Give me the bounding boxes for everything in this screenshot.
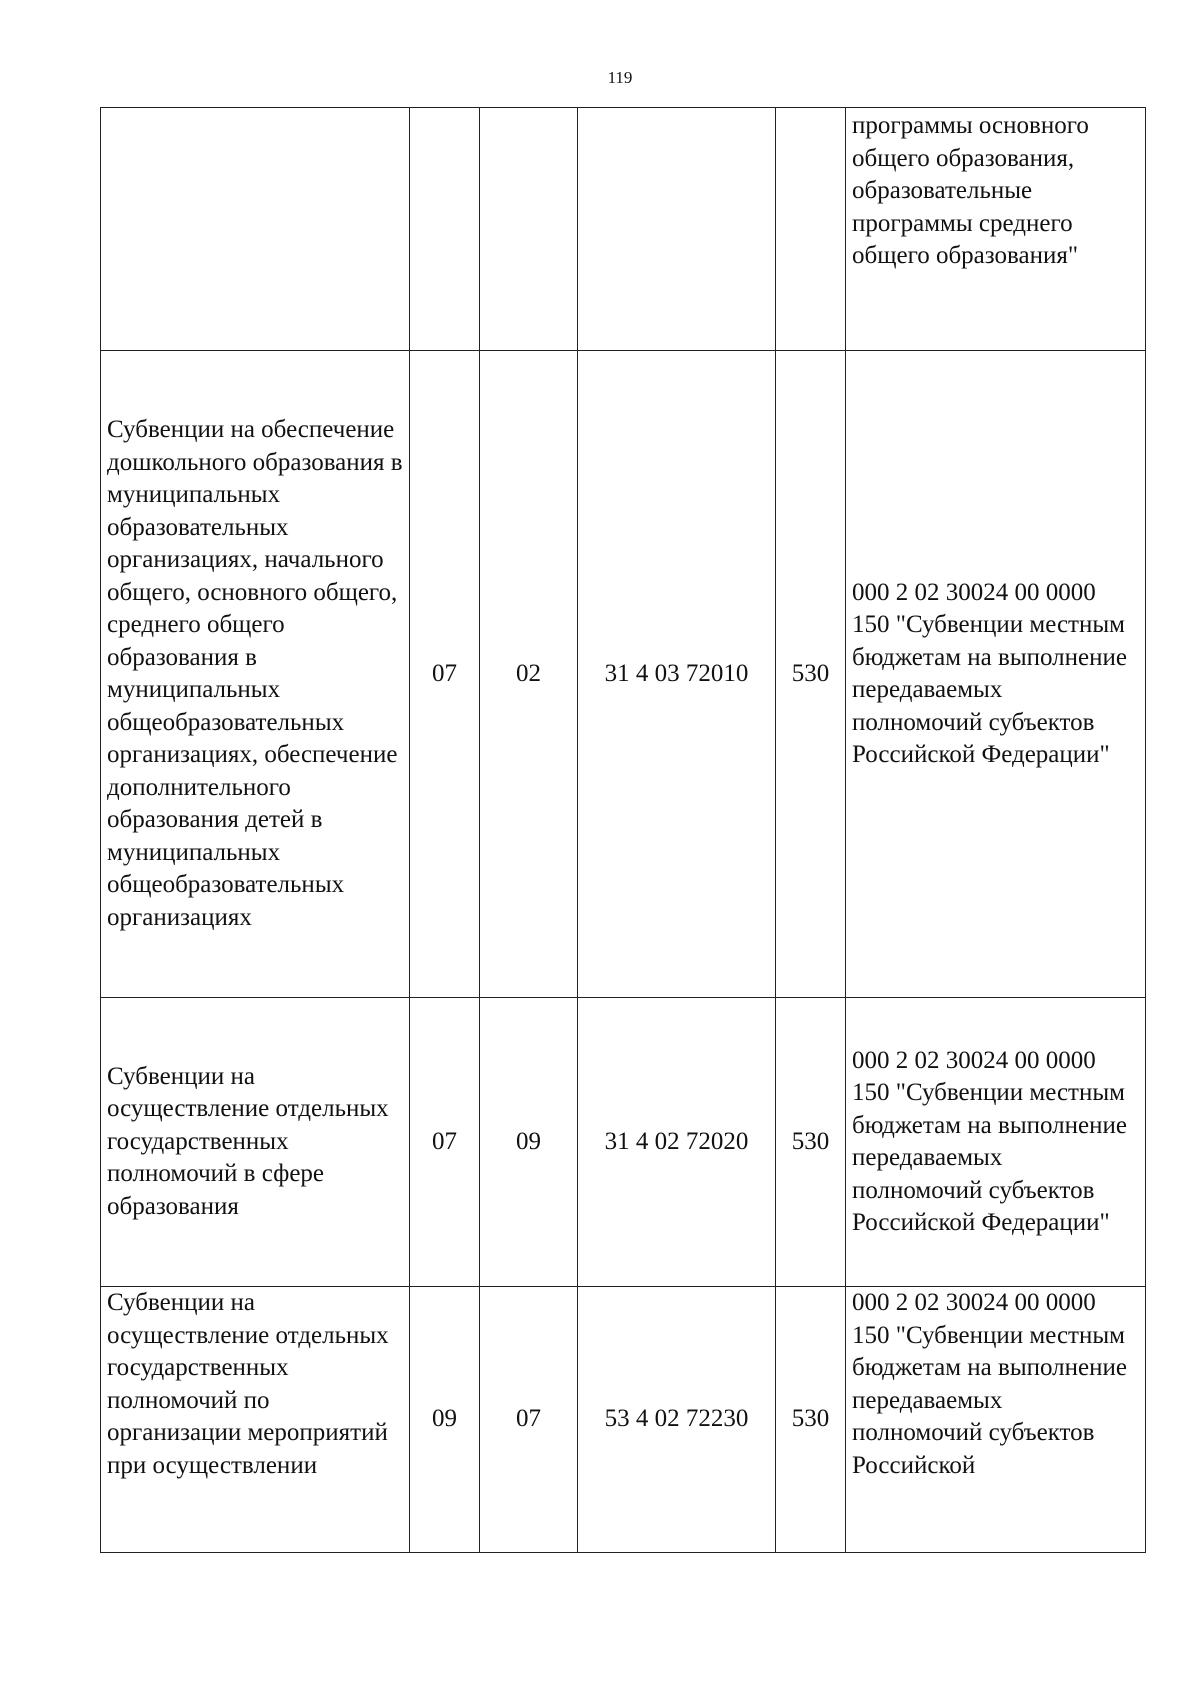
page-number: 119 [607, 68, 633, 87]
target-code-cell [578, 108, 776, 351]
revenue-code-cell [846, 1287, 1146, 1553]
table-row [101, 351, 1146, 998]
section-cell: 07 [410, 998, 480, 1287]
row-name-cell: Субвенции на осуществление отдельных государственных полномочий в сфере образования [101, 998, 410, 1287]
row-name-text: Субвенции на осуществление отдельных государственных полномочий по организации мероприятий при осуществлении [107, 1289, 389, 1479]
row-name-cell [101, 108, 410, 351]
budget-table [100, 107, 1146, 1553]
row-name-cell: Субвенции на обеспечение дошкольного образования в муниципальных образовательных организациях, начального общего, основного общего, среднего общего образования в муниципальных общеобразовательных организациях, обеспечение дополнительного образования детей в муниципальных общеобразовательных организациях [101, 351, 410, 998]
section-cell [410, 108, 480, 351]
expense-type-cell: 530 [776, 1287, 846, 1553]
subsection-cell [480, 108, 578, 351]
table-row [101, 108, 1146, 351]
row-name-cell [101, 1287, 410, 1553]
target-code-cell: 53 4 02 72230 [578, 1287, 776, 1553]
revenue-code-text: 000 2 02 30024 00 0000 150 "Субвенции местным бюджетам на выполнение передаваемых полномочий субъектов Российской [852, 1289, 1127, 1479]
section-cell: 09 [410, 1287, 480, 1553]
revenue-code-cell: программы основного общего образования, образовательные программы среднего общего образования" [846, 108, 1146, 351]
expense-type-cell: 530 [776, 351, 846, 998]
target-code-cell: 31 4 02 72020 [578, 998, 776, 1287]
expense-type-cell [776, 108, 846, 351]
table-row [101, 998, 1146, 1287]
expense-type-cell: 530 [776, 998, 846, 1287]
section-cell: 07 [410, 351, 480, 998]
revenue-code-cell: 000 2 02 30024 00 0000 150 "Субвенции местным бюджетам на выполнение передаваемых полномочий субъектов Российской Федерации" [846, 998, 1146, 1287]
revenue-code-cell: 000 2 02 30024 00 0000 150 "Субвенции местным бюджетам на выполнение передаваемых полномочий субъектов Российской Федерации" [846, 351, 1146, 998]
table-row [101, 1287, 1146, 1553]
target-code-cell: 31 4 03 72010 [578, 351, 776, 998]
subsection-cell: 02 [480, 351, 578, 998]
subsection-cell: 07 [480, 1287, 578, 1553]
subsection-cell: 09 [480, 998, 578, 1287]
